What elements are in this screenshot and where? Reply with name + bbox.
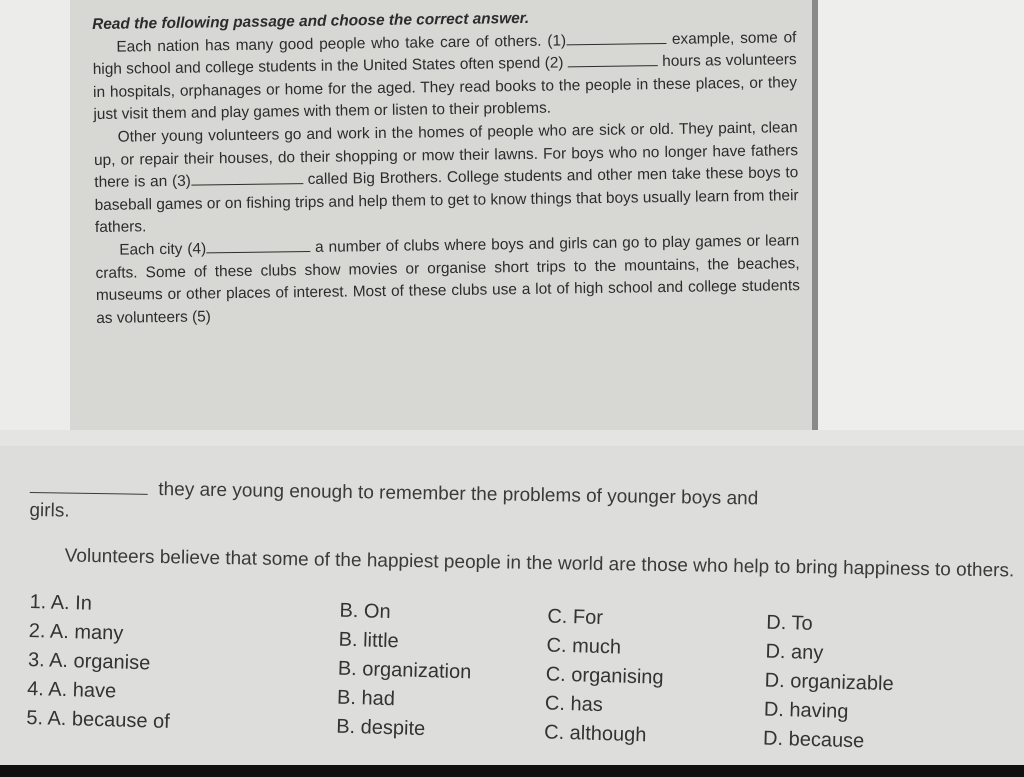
passage-paper-sheet [70,0,818,430]
q1-option-a: 1. A. In [29,590,93,615]
blank-1 [566,29,666,45]
q2-option-c: C. much [546,634,622,659]
blank-3 [191,169,303,186]
paragraph-1 [92,27,797,127]
q2-option-d: D. any [765,640,824,665]
paragraph-3-part-b: a number of clubs where boys and girls can go to play games or learn crafts. Some of these clubs show movies or organise short trips to the mountains, the beaches, museums or other places of interest. Most of these clubs use a lot of high school and college students as volunteers (5) [95,232,800,327]
blank-5 [30,476,148,495]
paper-margin-left [0,0,70,430]
continuation-line-1-text: they are young enough to remember the problems of younger boys and [158,479,759,510]
q3-option-a: 3. A. organise [27,648,151,675]
instruction-heading: Read the following passage and choose the correct answer. [92,9,530,33]
q4-option-b: B. had [336,686,396,711]
q3-option-d: D. organizable [764,669,894,696]
paragraph-1-part-b: example, some of high school and college students in the United States often spend (2) [92,28,797,79]
q5-option-d: D. because [762,727,865,753]
passage [92,4,800,330]
passage-continuation [29,476,1020,583]
q4-option-d: D. having [763,698,849,723]
answer-options [26,588,1020,761]
continuation-line-2: girls. [29,499,70,522]
q5-option-a: 5. A. because of [26,706,171,733]
blank-2 [568,51,658,67]
q1-option-b: B. On [339,599,391,624]
q1-option-c: C. For [547,605,604,630]
paragraph-1-part-c: hours as volunteers in hospitals, orphanages or home for the aged. They read books to the people in these places, or they just visit them and play games with them or listen to their problems. [92,51,798,124]
q4-option-c: C. has [544,692,604,717]
q3-option-b: B. organization [337,657,472,684]
q2-option-a: 2. A. many [28,619,124,645]
q5-option-b: B. despite [335,715,426,741]
paragraph-2-part-b: called Big Brothers. College students and other men take these boys to baseball games or on fishing trips and help them to get to know things that boys usually learn from their fathers. [94,164,799,237]
q5-option-c: C. although [543,721,647,747]
photo-bottom-edge [0,765,1024,777]
blank-4 [206,237,310,253]
paragraph-2-part-a: Other young volunteers go and work in the homes of people who are sick or old. They paint, clean up, or repair their houses, do their shopping or mow their lawns. For boys who no longer have fathers there is an (3) [93,119,799,192]
paragraph-1-part-a: Each nation has many good people who take care of others. (1) [116,31,567,56]
paragraph-3 [95,230,800,330]
q3-option-c: C. organising [545,663,664,689]
q4-option-a: 4. A. have [26,677,117,703]
paragraph-4: Volunteers believe that some of the happiest people in the world are those who help to bring happiness to others. [64,545,1015,582]
paragraph-3-part-a: Each city (4) [119,240,207,259]
q2-option-b: B. little [338,628,399,653]
q1-option-d: D. To [766,611,813,635]
paragraph-2 [94,117,800,240]
paper-margin-right [818,0,1024,430]
